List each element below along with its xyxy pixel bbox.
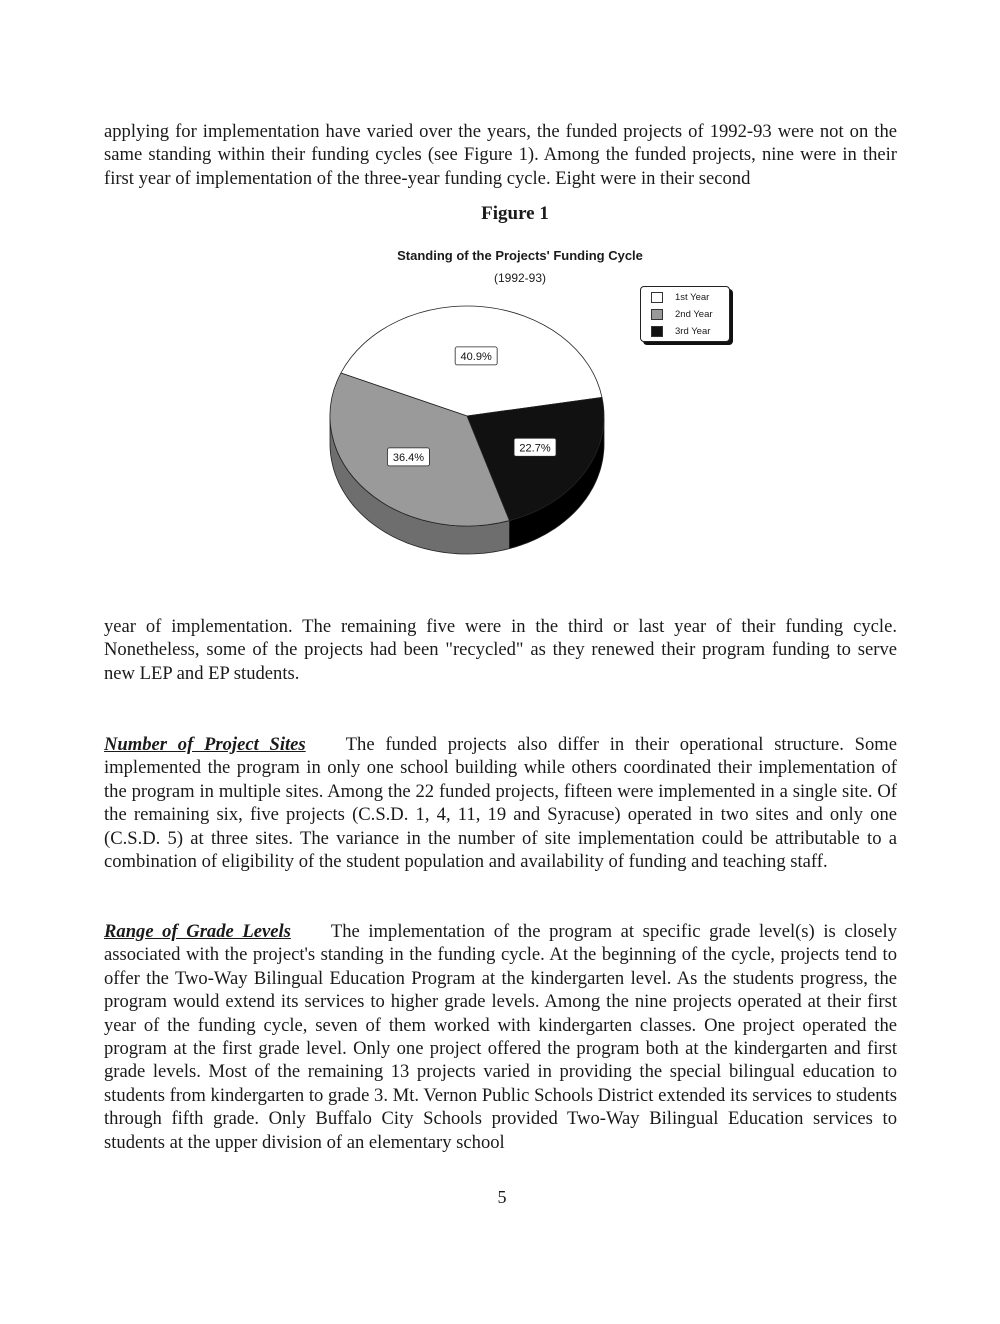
chart-subtitle: (1992-93) [493,271,547,285]
grades-body: The implementation of the program at specific grade level(s) is closely associated with the project's standing in the funding cycle. At the beginning of the cycle, projects tend to offer the Two-Way Bilingual Education Program at the kindergarten level. As the students progress, the program would extend its services to higher grade levels. Among the nine projects operated at their first year of the funding cycle, seven of them worked with kindergarten classes. One project operated the program at the first grade level. Only one project offered the program both at the kindergarten and first grade levels. Most of the remaining 13 projects varied in providing the special bilingual education to students from kindergarten to grade 3. Mt. Vernon Public Schools District extended its services to students through fifth grade. Only Buffalo City Schools provided Two-Way Bilingual Education services to students at the upper division of an elementary school [104,921,897,1153]
intro-paragraph: applying for implementation have varied over the years, the funded projects of 1992-93 were not on the same standing within their funding cycles (see Figure 1). Among the funded projects, nine were in their first year of implementation of the three-year funding cycle. Eight were in their second [104,121,897,189]
grades-heading: Range of Grade Levels [104,921,291,942]
sites-heading: Number of Project Sites [104,734,306,755]
chart-title: Standing of the Projects' Funding Cycle [397,248,643,263]
legend-label-3rd-year: 3rd Year [675,326,711,337]
after-figure-paragraph: year of implementation. The remaining five were in the third or last year of their funding cycle. Nonetheless, some of the projects had been "recycled" as they renewed their program funding to serve new LEP and EP students. [104,616,897,684]
svg-text:40.9%: 40.9% [460,350,492,363]
sites-paragraph [104,733,897,873]
svg-text:36.4%: 36.4% [392,451,425,464]
grades-paragraph [104,920,897,1154]
pie-label-1st-year [455,347,497,365]
page-number: 5 [497,1187,507,1207]
legend-item-2nd-year [651,307,729,322]
legend-item-1st-year [651,290,729,305]
sites-body: The funded projects also differ in their operational structure. Some implemented the program in only one school building while others coordinated their implementation of the program in multiple sites. Among the 22 funded projects, fifteen were implemented in a single site. Of the remaining six, five projects (C.S.D. 1, 4, 11, 19 and Syracuse) operated in two sites and only one (C.S.D. 5) at three sites. The variance in the number of site implementation could be attributable to a combination of eligibility of the student population and availability of funding and teaching staff. [104,734,897,873]
pie-chart [310,290,630,570]
legend-swatch-3rd-year [651,326,663,337]
legend-swatch-2nd-year [651,309,663,320]
legend-label-1st-year: 1st Year [675,292,710,303]
legend-label-2nd-year: 2nd Year [675,309,713,320]
legend-swatch-1st-year [651,292,663,303]
figure-label: Figure 1 [481,203,549,224]
svg-text:22.7%: 22.7% [519,442,551,455]
legend-item-3rd-year [651,324,729,339]
pie-label-2nd-year [387,448,429,466]
chart-legend [640,286,730,342]
pie-label-3rd-year [514,438,556,456]
